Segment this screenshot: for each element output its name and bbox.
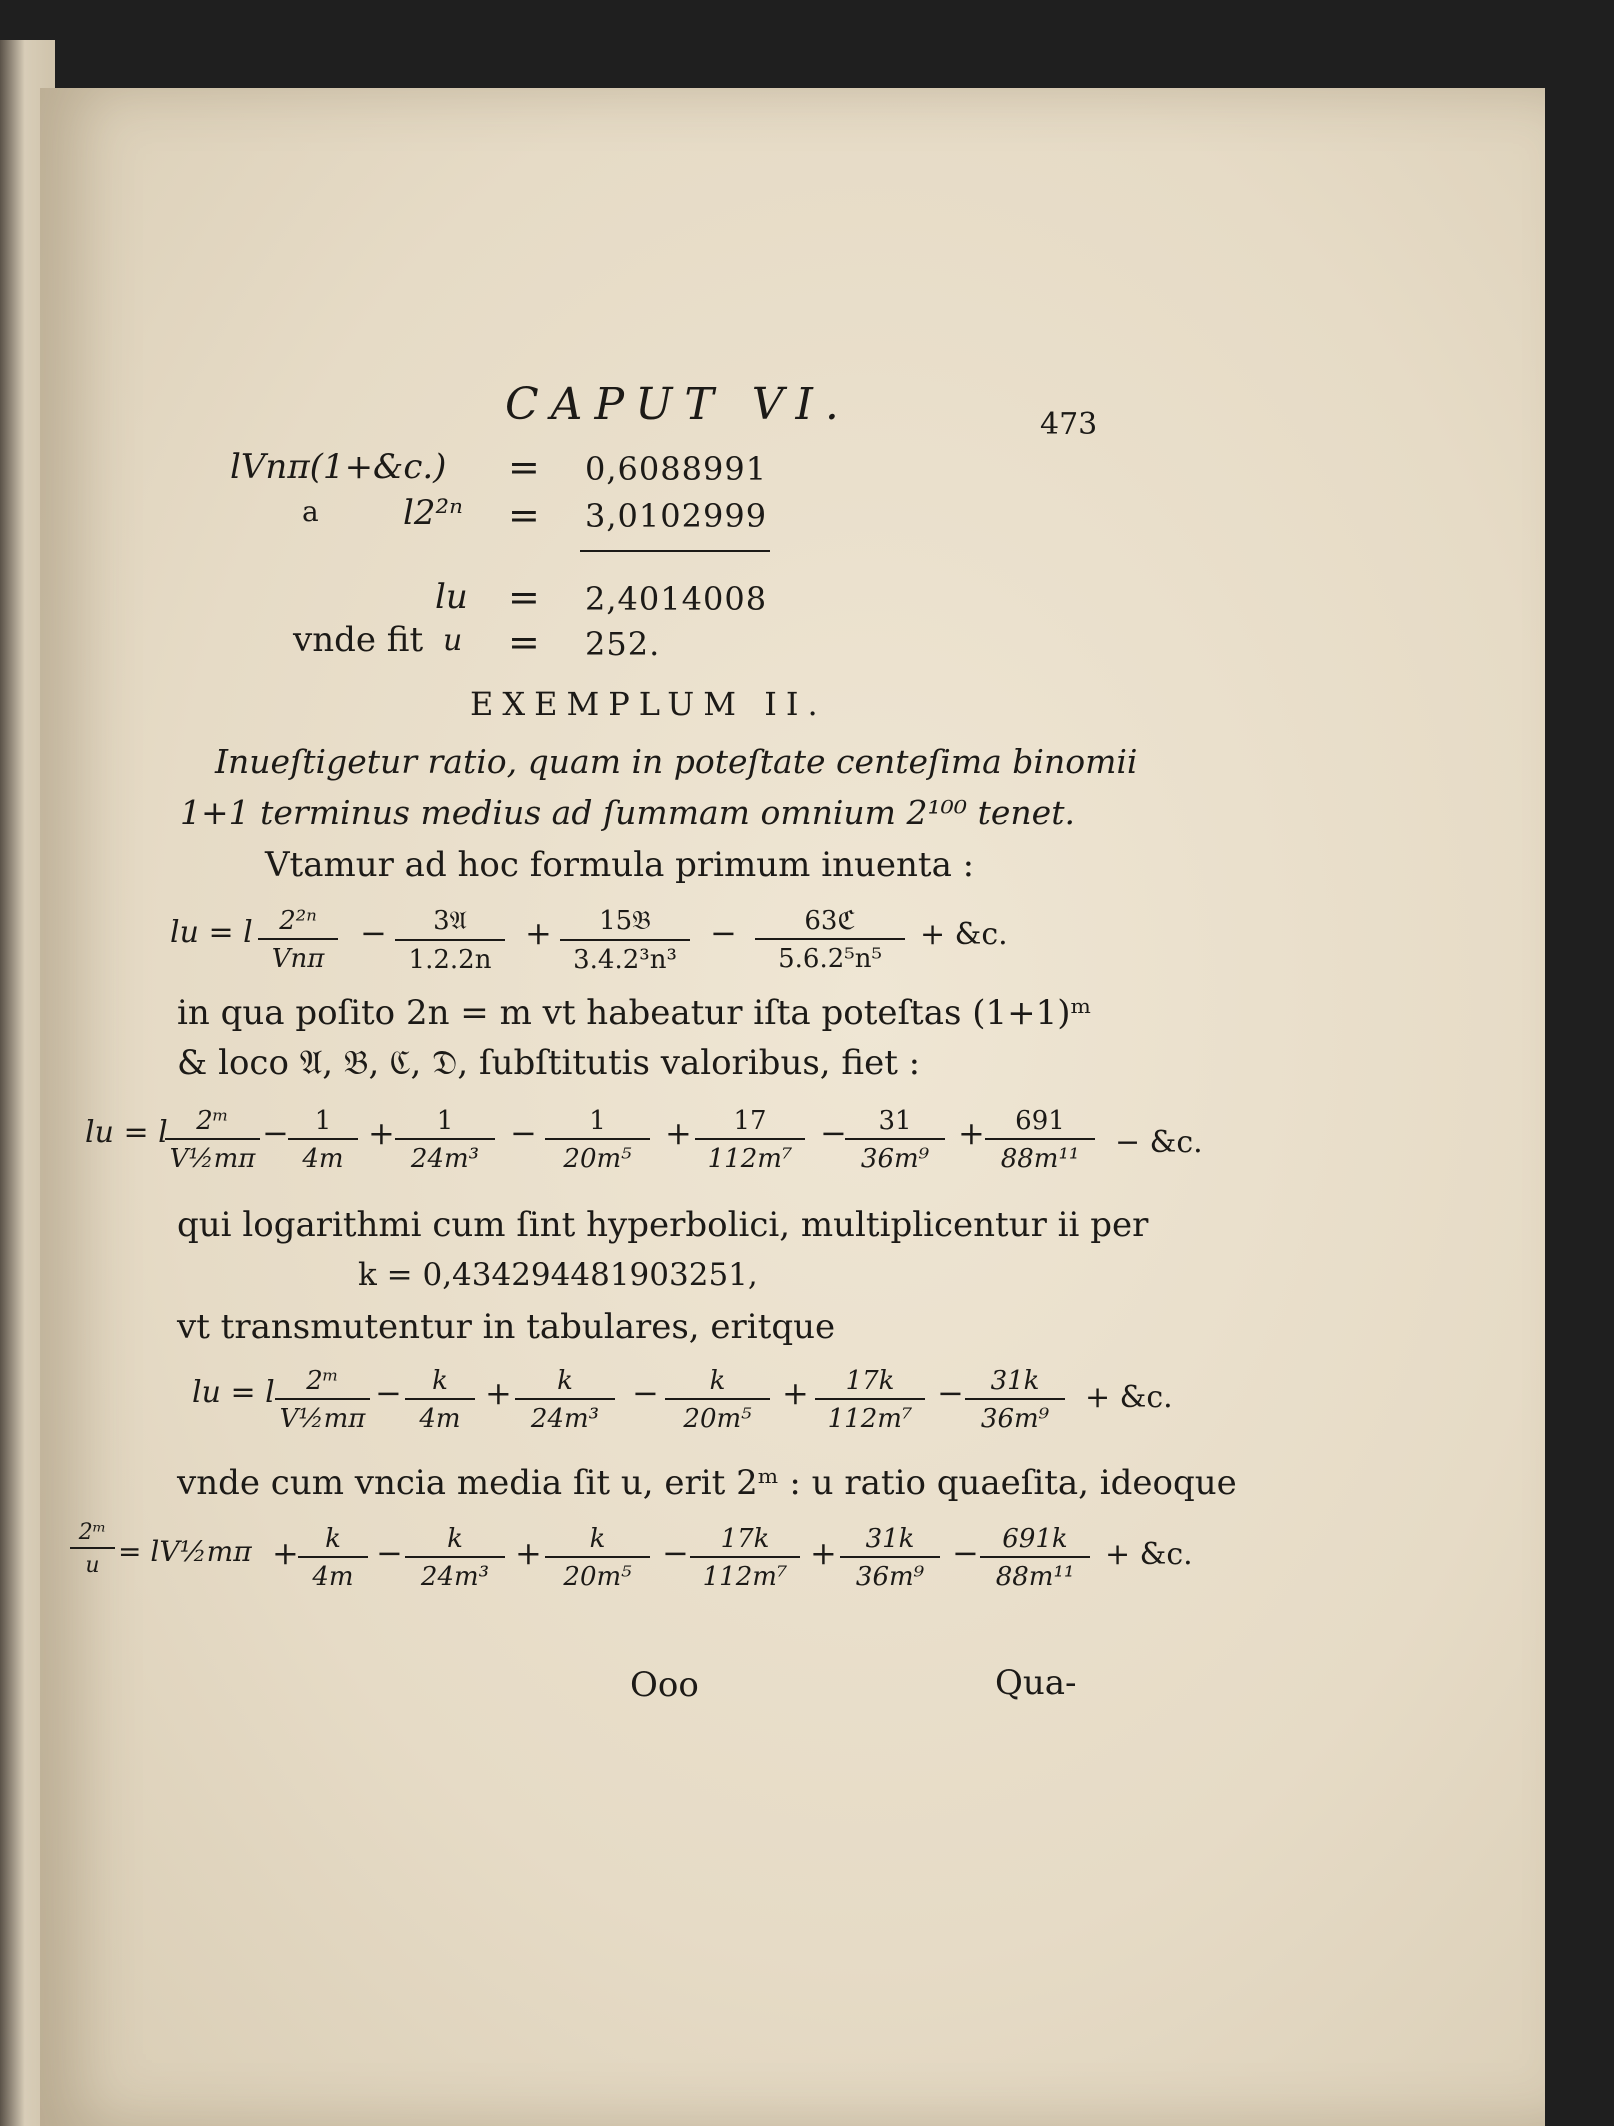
formula-3-tail: + &c.	[1085, 1380, 1173, 1415]
formula-4-num-0: k	[298, 1524, 368, 1558]
calc-row-2-prefix: a	[302, 495, 319, 528]
formula-4-term-5	[980, 1524, 1090, 1592]
paragraph-3: & loco 𝔄, 𝔅, ℭ, 𝔇, ſubſtitutis valoribus, fiet :	[177, 1043, 921, 1083]
formula-2-op-6: +	[958, 1114, 985, 1152]
formula-4-op-0: +	[272, 1534, 299, 1572]
formula-4-lhs-rest: = lV½mπ	[118, 1535, 252, 1568]
paragraph-5: k = 0,434294481903251,	[358, 1257, 758, 1293]
formula-3-den-0: V½mπ	[279, 1404, 366, 1434]
formula-1-op-3: −	[710, 914, 737, 952]
formula-1-den-2: 3.4.2³n³	[573, 945, 677, 975]
formula-2-den-5: 36m⁹	[860, 1144, 930, 1174]
formula-1-term-1	[395, 906, 505, 975]
formula-1-den-0: Vnπ	[271, 944, 325, 974]
formula-2-num-6: 691	[985, 1106, 1095, 1140]
formula-2-den-4: 112m⁷	[707, 1144, 793, 1174]
calc-row-1-rhs: 0,6088991	[585, 450, 768, 488]
running-header: CAPUT VI.	[505, 379, 851, 430]
formula-2-term-3	[545, 1106, 650, 1174]
page-number: 473	[1040, 407, 1098, 442]
paragraph-7: vnde cum vncia media ſit u, erit 2ᵐ : u ratio quaeſita, ideoque	[177, 1463, 1237, 1503]
formula-1-op-2: +	[525, 914, 552, 952]
formula-3-den-4: 112m⁷	[827, 1404, 913, 1434]
formula-4-term-2	[545, 1524, 650, 1592]
formula-2-den-0: V½mπ	[169, 1144, 256, 1174]
formula-4-op-4: +	[810, 1534, 837, 1572]
formula-2-den-6: 88m¹¹	[1000, 1144, 1080, 1174]
formula-1-op-1: −	[360, 914, 387, 952]
formula-3-den-5: 36m⁹	[980, 1404, 1050, 1434]
calc-row-4-lhs: u	[443, 623, 463, 658]
formula-4-den-1: 24m³	[420, 1562, 490, 1592]
formula-4-num-5: 691k	[980, 1524, 1090, 1558]
paragraph-2: in qua poſito 2n = m vt habeatur iſta poteſtas (1+1)ᵐ	[177, 993, 1092, 1033]
formula-2-den-2: 24m³	[410, 1144, 480, 1174]
calc-row-1-eq: =	[508, 445, 540, 489]
formula-1-num-3: 63ℭ	[755, 906, 905, 940]
formula-2-term-6	[985, 1106, 1095, 1174]
formula-2-den-1: 4m	[302, 1144, 344, 1174]
formula-3-term-4	[815, 1366, 925, 1434]
formula-3-den-3: 20m⁵	[683, 1404, 752, 1434]
formula-1-term-2	[560, 906, 690, 975]
formula-3-op-1: −	[375, 1374, 402, 1412]
formula-4-tail: + &c.	[1105, 1537, 1193, 1572]
formula-2-den-3: 20m⁵	[563, 1144, 632, 1174]
formula-4-num-2: k	[545, 1524, 650, 1558]
formula-3-lhs: lu = l	[192, 1375, 275, 1410]
sum-rule	[580, 550, 770, 552]
formula-4-den-0: 4m	[312, 1562, 354, 1592]
formula-4-term-4	[840, 1524, 940, 1592]
formula-2-op-1: −	[262, 1114, 289, 1152]
section-title: EXEMPLUM II.	[470, 685, 827, 723]
formula-4-num-1: k	[405, 1524, 505, 1558]
lemma-line-1: Inueſtigetur ratio, quam in poteſtate centeſima binomii	[215, 742, 1138, 781]
formula-4-num-3: 17k	[690, 1524, 800, 1558]
formula-2-term-5	[845, 1106, 945, 1174]
formula-3-term-1	[405, 1366, 475, 1434]
formula-2-num-5: 31	[845, 1106, 945, 1140]
formula-3-term-0	[275, 1366, 370, 1434]
formula-4-den-2: 20m⁵	[563, 1562, 632, 1592]
calc-row-3-rhs: 2,4014008	[585, 580, 768, 618]
formula-3-op-3: −	[632, 1374, 659, 1412]
formula-3-term-2	[515, 1366, 615, 1434]
formula-1-lhs: lu = l	[170, 915, 253, 950]
formula-4-den-5: 88m¹¹	[995, 1562, 1075, 1592]
paragraph-6: vt transmutentur in tabulares, eritque	[177, 1307, 836, 1347]
signature-mark: Ooo	[630, 1665, 699, 1705]
formula-3-num-0: 2ᵐ	[275, 1366, 370, 1400]
formula-3-den-2: 24m³	[530, 1404, 600, 1434]
formula-3-num-2: k	[515, 1366, 615, 1400]
formula-1-term-3	[755, 906, 905, 974]
paragraph-1: Vtamur ad hoc formula primum inuenta :	[265, 845, 975, 885]
calc-row-2-rhs: 3,0102999	[585, 497, 768, 535]
calc-row-1-lhs: lVnπ(1+&c.)	[230, 447, 447, 487]
formula-2-tail: − &c.	[1115, 1125, 1203, 1160]
formula-4-lhs-frac	[70, 1520, 115, 1578]
formula-3-num-4: 17k	[815, 1366, 925, 1400]
formula-2-op-5: −	[820, 1114, 847, 1152]
formula-3-num-1: k	[405, 1366, 475, 1400]
formula-1-num-1: 3𝔄	[395, 906, 505, 941]
formula-2-num-2: 1	[395, 1106, 495, 1140]
formula-1-num-0: 2²ⁿ	[258, 906, 338, 940]
formula-3-op-4: +	[782, 1374, 809, 1412]
formula-1-den-3: 5.6.2⁵n⁵	[778, 944, 882, 974]
formula-2-num-0: 2ᵐ	[165, 1106, 260, 1140]
formula-2-term-1	[288, 1106, 358, 1174]
calc-row-3-eq: =	[508, 575, 540, 619]
formula-2-term-4	[695, 1106, 805, 1174]
book-page	[40, 88, 1545, 2126]
formula-3-num-3: k	[665, 1366, 770, 1400]
paragraph-4: qui logarithmi cum ſint hyperbolici, multiplicentur ii per	[177, 1205, 1149, 1245]
formula-3-term-5	[965, 1366, 1065, 1434]
formula-4-term-1	[405, 1524, 505, 1592]
formula-2-num-4: 17	[695, 1106, 805, 1140]
formula-3-den-1: 4m	[419, 1404, 461, 1434]
formula-3-num-5: 31k	[965, 1366, 1065, 1400]
formula-2-lhs: lu = l	[85, 1115, 168, 1150]
formula-4-den-3: 112m⁷	[702, 1562, 788, 1592]
formula-2-term-2	[395, 1106, 495, 1174]
calc-row-2-eq: =	[508, 493, 540, 537]
formula-2-num-3: 1	[545, 1106, 650, 1140]
formula-2-op-4: +	[665, 1114, 692, 1152]
formula-1-den-1: 1.2.2n	[408, 945, 492, 975]
calc-row-3-lhs: lu	[435, 577, 468, 617]
formula-2-num-1: 1	[288, 1106, 358, 1140]
formula-4-term-0	[298, 1524, 368, 1592]
calc-row-4-rhs: 252.	[585, 625, 661, 663]
formula-4-den-4: 36m⁹	[855, 1562, 925, 1592]
formula-2-term-0	[165, 1106, 260, 1174]
formula-3-op-2: +	[485, 1374, 512, 1412]
formula-4-lhs-num: 2ᵐ	[70, 1520, 115, 1549]
formula-1-term-0	[258, 906, 338, 974]
formula-2-op-3: −	[510, 1114, 537, 1152]
formula-1-tail: + &c.	[920, 917, 1008, 952]
formula-4-lhs-den: u	[85, 1553, 100, 1578]
formula-2-op-2: +	[368, 1114, 395, 1152]
formula-3-term-3	[665, 1366, 770, 1434]
catchword: Qua-	[995, 1663, 1077, 1703]
formula-4-op-5: −	[952, 1534, 979, 1572]
formula-4-num-4: 31k	[840, 1524, 940, 1558]
calc-row-2-lhs: l2²ⁿ	[403, 493, 463, 533]
calc-row-4-eq: =	[508, 620, 540, 664]
formula-1-num-2: 15𝔅	[560, 906, 690, 941]
formula-3-op-5: −	[937, 1374, 964, 1412]
formula-4-term-3	[690, 1524, 800, 1592]
formula-4-op-2: +	[515, 1534, 542, 1572]
lemma-line-2: 1+1 terminus medius ad ſummam omnium 2¹⁰⁰ tenet.	[180, 793, 1075, 832]
formula-4-op-3: −	[662, 1534, 689, 1572]
calc-row-4-prefix: vnde fit	[293, 620, 424, 660]
formula-4-op-1: −	[376, 1534, 403, 1572]
